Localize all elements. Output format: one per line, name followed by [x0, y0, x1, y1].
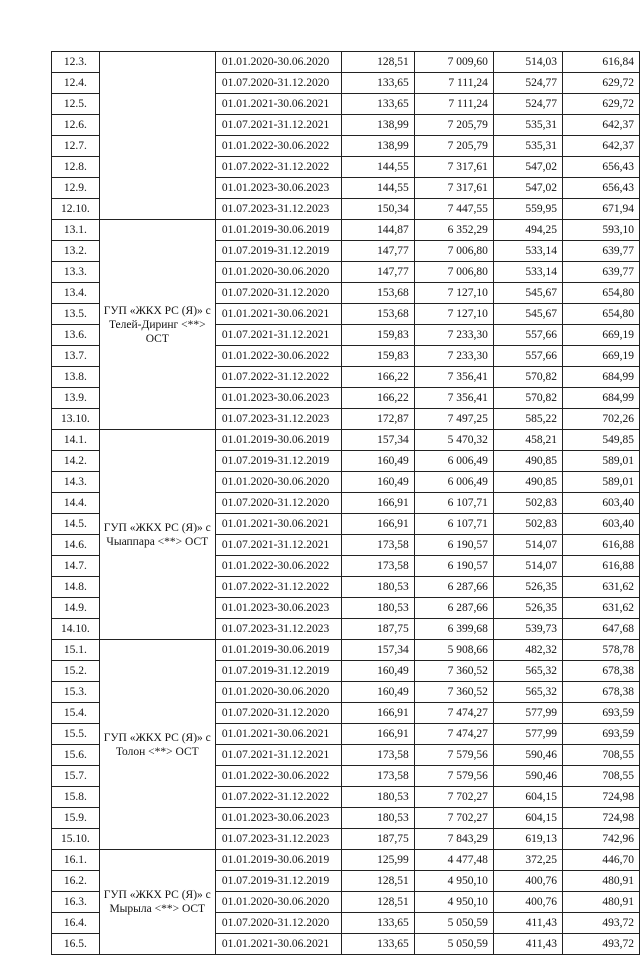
value-cell-1: 173,58: [341, 556, 414, 577]
period-cell: 01.07.2023-31.12.2023: [215, 199, 341, 220]
row-number: 13.10.: [52, 409, 100, 430]
value-cell-1: 128,51: [341, 892, 414, 913]
organization-cell: ГУП «ЖКХ РС (Я)» с Чыаппара <**> ОСТ: [99, 430, 215, 640]
value-cell-1: 153,68: [341, 283, 414, 304]
value-cell-4: 708,55: [563, 766, 640, 787]
value-cell-3: 565,32: [493, 682, 562, 703]
value-cell-1: 138,99: [341, 136, 414, 157]
tariff-table: [51, 51, 640, 955]
period-cell: 01.07.2020-31.12.2020: [215, 913, 341, 934]
value-cell-4: 724,98: [563, 787, 640, 808]
value-cell-3: 557,66: [493, 346, 562, 367]
row-number: 16.4.: [52, 913, 100, 934]
value-cell-3: 502,83: [493, 493, 562, 514]
period-cell: 01.01.2022-30.06.2022: [215, 556, 341, 577]
row-number: 15.2.: [52, 661, 100, 682]
period-cell: 01.01.2021-30.06.2021: [215, 724, 341, 745]
value-cell-4: 616,84: [563, 52, 640, 73]
value-cell-4: 656,43: [563, 157, 640, 178]
value-cell-4: 639,77: [563, 241, 640, 262]
value-cell-1: 144,87: [341, 220, 414, 241]
value-cell-4: 616,88: [563, 556, 640, 577]
value-cell-3: 557,66: [493, 325, 562, 346]
value-cell-4: 669,19: [563, 325, 640, 346]
value-cell-3: 565,32: [493, 661, 562, 682]
period-cell: 01.07.2020-31.12.2020: [215, 703, 341, 724]
value-cell-1: 180,53: [341, 598, 414, 619]
value-cell-4: 678,38: [563, 661, 640, 682]
value-cell-1: 133,65: [341, 934, 414, 955]
value-cell-2: 4 950,10: [414, 871, 493, 892]
value-cell-2: 6 287,66: [414, 598, 493, 619]
value-cell-4: 603,40: [563, 493, 640, 514]
value-cell-3: 547,02: [493, 178, 562, 199]
value-cell-2: 6 399,68: [414, 619, 493, 640]
value-cell-3: 619,13: [493, 829, 562, 850]
value-cell-3: 372,25: [493, 850, 562, 871]
row-number: 14.5.: [52, 514, 100, 535]
value-cell-1: 166,91: [341, 724, 414, 745]
value-cell-3: 526,35: [493, 577, 562, 598]
row-number: 15.5.: [52, 724, 100, 745]
period-cell: 01.07.2022-31.12.2022: [215, 367, 341, 388]
value-cell-2: 5 470,32: [414, 430, 493, 451]
value-cell-2: 7 205,79: [414, 115, 493, 136]
value-cell-2: 7 356,41: [414, 388, 493, 409]
value-cell-2: 7 579,56: [414, 766, 493, 787]
row-number: 13.7.: [52, 346, 100, 367]
period-cell: 01.07.2019-31.12.2019: [215, 451, 341, 472]
value-cell-4: 693,59: [563, 703, 640, 724]
period-cell: 01.01.2023-30.06.2023: [215, 808, 341, 829]
value-cell-1: 166,91: [341, 514, 414, 535]
period-cell: 01.01.2021-30.06.2021: [215, 94, 341, 115]
value-cell-3: 604,15: [493, 787, 562, 808]
row-number: 14.6.: [52, 535, 100, 556]
period-cell: 01.07.2020-31.12.2020: [215, 73, 341, 94]
row-number: 14.10.: [52, 619, 100, 640]
value-cell-2: 7 233,30: [414, 346, 493, 367]
period-cell: 01.07.2021-31.12.2021: [215, 745, 341, 766]
value-cell-3: 490,85: [493, 451, 562, 472]
value-cell-1: 173,58: [341, 766, 414, 787]
value-cell-2: 7 111,24: [414, 73, 493, 94]
period-cell: 01.07.2019-31.12.2019: [215, 661, 341, 682]
row-number: 15.9.: [52, 808, 100, 829]
value-cell-3: 533,14: [493, 262, 562, 283]
row-number: 13.1.: [52, 220, 100, 241]
value-cell-4: 647,68: [563, 619, 640, 640]
value-cell-4: 629,72: [563, 94, 640, 115]
period-cell: 01.01.2023-30.06.2023: [215, 178, 341, 199]
value-cell-2: 6 287,66: [414, 577, 493, 598]
value-cell-4: 724,98: [563, 808, 640, 829]
row-number: 14.2.: [52, 451, 100, 472]
value-cell-1: 160,49: [341, 451, 414, 472]
row-number: 12.7.: [52, 136, 100, 157]
value-cell-3: 535,31: [493, 136, 562, 157]
row-number: 16.2.: [52, 871, 100, 892]
value-cell-3: 590,46: [493, 766, 562, 787]
value-cell-4: 480,91: [563, 892, 640, 913]
value-cell-2: 5 050,59: [414, 913, 493, 934]
value-cell-3: 514,03: [493, 52, 562, 73]
table-row: [52, 640, 640, 661]
value-cell-3: 490,85: [493, 472, 562, 493]
period-cell: 01.01.2022-30.06.2022: [215, 766, 341, 787]
value-cell-4: 631,62: [563, 598, 640, 619]
row-number: 14.7.: [52, 556, 100, 577]
value-cell-4: 639,77: [563, 262, 640, 283]
row-number: 15.4.: [52, 703, 100, 724]
value-cell-1: 160,49: [341, 661, 414, 682]
value-cell-1: 159,83: [341, 325, 414, 346]
value-cell-2: 7 360,52: [414, 661, 493, 682]
value-cell-1: 138,99: [341, 115, 414, 136]
value-cell-3: 514,07: [493, 535, 562, 556]
organization-cell: ГУП «ЖКХ РС (Я)» с Мырыла <**> ОСТ: [99, 850, 215, 955]
row-number: 16.1.: [52, 850, 100, 871]
value-cell-1: 166,22: [341, 388, 414, 409]
value-cell-4: 589,01: [563, 451, 640, 472]
value-cell-4: 493,72: [563, 913, 640, 934]
value-cell-3: 494,25: [493, 220, 562, 241]
row-number: 15.10.: [52, 829, 100, 850]
table-row: [52, 850, 640, 871]
row-number: 14.3.: [52, 472, 100, 493]
value-cell-4: 629,72: [563, 73, 640, 94]
period-cell: 01.07.2022-31.12.2022: [215, 157, 341, 178]
row-number: 12.6.: [52, 115, 100, 136]
period-cell: 01.07.2019-31.12.2019: [215, 241, 341, 262]
row-number: 12.5.: [52, 94, 100, 115]
value-cell-1: 173,58: [341, 745, 414, 766]
row-number: 14.1.: [52, 430, 100, 451]
period-cell: 01.01.2021-30.06.2021: [215, 934, 341, 955]
value-cell-3: 577,99: [493, 703, 562, 724]
period-cell: 01.01.2021-30.06.2021: [215, 514, 341, 535]
period-cell: 01.01.2019-30.06.2019: [215, 850, 341, 871]
value-cell-2: 7 127,10: [414, 283, 493, 304]
value-cell-2: 7 317,61: [414, 178, 493, 199]
period-cell: 01.01.2021-30.06.2021: [215, 304, 341, 325]
value-cell-1: 125,99: [341, 850, 414, 871]
value-cell-1: 133,65: [341, 73, 414, 94]
value-cell-2: 6 352,29: [414, 220, 493, 241]
value-cell-4: 578,78: [563, 640, 640, 661]
value-cell-2: 7 317,61: [414, 157, 493, 178]
value-cell-1: 187,75: [341, 619, 414, 640]
value-cell-2: 6 107,71: [414, 514, 493, 535]
value-cell-4: 654,80: [563, 283, 640, 304]
period-cell: 01.07.2022-31.12.2022: [215, 787, 341, 808]
value-cell-2: 5 908,66: [414, 640, 493, 661]
value-cell-3: 545,67: [493, 283, 562, 304]
value-cell-1: 147,77: [341, 241, 414, 262]
value-cell-2: 4 477,48: [414, 850, 493, 871]
value-cell-2: 7 009,60: [414, 52, 493, 73]
row-number: 16.5.: [52, 934, 100, 955]
value-cell-1: 180,53: [341, 577, 414, 598]
period-cell: 01.01.2023-30.06.2023: [215, 388, 341, 409]
value-cell-1: 133,65: [341, 94, 414, 115]
value-cell-4: 708,55: [563, 745, 640, 766]
period-cell: 01.01.2019-30.06.2019: [215, 220, 341, 241]
row-number: 13.2.: [52, 241, 100, 262]
value-cell-4: 493,72: [563, 934, 640, 955]
value-cell-3: 585,22: [493, 409, 562, 430]
value-cell-4: 480,91: [563, 871, 640, 892]
row-number: 13.9.: [52, 388, 100, 409]
value-cell-3: 604,15: [493, 808, 562, 829]
value-cell-2: 7 006,80: [414, 241, 493, 262]
value-cell-2: 7 447,55: [414, 199, 493, 220]
value-cell-2: 6 190,57: [414, 535, 493, 556]
value-cell-2: 6 006,49: [414, 472, 493, 493]
period-cell: 01.01.2019-30.06.2019: [215, 640, 341, 661]
row-number: 14.8.: [52, 577, 100, 598]
period-cell: 01.07.2023-31.12.2023: [215, 619, 341, 640]
period-cell: 01.07.2020-31.12.2020: [215, 283, 341, 304]
organization-cell: ГУП «ЖКХ РС (Я)» с Телей-Диринг <**> ОСТ: [99, 220, 215, 430]
value-cell-1: 166,91: [341, 493, 414, 514]
value-cell-2: 7 205,79: [414, 136, 493, 157]
value-cell-4: 549,85: [563, 430, 640, 451]
value-cell-4: 693,59: [563, 724, 640, 745]
value-cell-2: 7 843,29: [414, 829, 493, 850]
period-cell: 01.07.2023-31.12.2023: [215, 409, 341, 430]
value-cell-1: 147,77: [341, 262, 414, 283]
value-cell-3: 547,02: [493, 157, 562, 178]
value-cell-3: 482,32: [493, 640, 562, 661]
value-cell-4: 656,43: [563, 178, 640, 199]
value-cell-2: 7 233,30: [414, 325, 493, 346]
value-cell-1: 166,22: [341, 367, 414, 388]
value-cell-3: 411,43: [493, 934, 562, 955]
value-cell-2: 6 190,57: [414, 556, 493, 577]
value-cell-2: 7 356,41: [414, 367, 493, 388]
row-number: 13.6.: [52, 325, 100, 346]
value-cell-2: 4 950,10: [414, 892, 493, 913]
value-cell-4: 631,62: [563, 577, 640, 598]
value-cell-3: 524,77: [493, 73, 562, 94]
value-cell-4: 702,26: [563, 409, 640, 430]
period-cell: 01.07.2022-31.12.2022: [215, 577, 341, 598]
period-cell: 01.07.2019-31.12.2019: [215, 871, 341, 892]
value-cell-4: 589,01: [563, 472, 640, 493]
row-number: 13.5.: [52, 304, 100, 325]
value-cell-1: 128,51: [341, 871, 414, 892]
value-cell-2: 6 107,71: [414, 493, 493, 514]
value-cell-4: 593,10: [563, 220, 640, 241]
value-cell-2: 7 579,56: [414, 745, 493, 766]
organization-cell: ГУП «ЖКХ РС (Я)» с Толон <**> ОСТ: [99, 640, 215, 850]
value-cell-1: 173,58: [341, 535, 414, 556]
value-cell-2: 6 006,49: [414, 451, 493, 472]
value-cell-3: 526,35: [493, 598, 562, 619]
value-cell-3: 502,83: [493, 514, 562, 535]
value-cell-2: 5 050,59: [414, 934, 493, 955]
value-cell-1: 150,34: [341, 199, 414, 220]
value-cell-4: 671,94: [563, 199, 640, 220]
value-cell-4: 684,99: [563, 367, 640, 388]
value-cell-3: 400,76: [493, 871, 562, 892]
value-cell-3: 559,95: [493, 199, 562, 220]
value-cell-1: 157,34: [341, 640, 414, 661]
period-cell: 01.01.2019-30.06.2019: [215, 430, 341, 451]
value-cell-1: 159,83: [341, 346, 414, 367]
row-number: 12.8.: [52, 157, 100, 178]
table-row: [52, 430, 640, 451]
value-cell-1: 144,55: [341, 157, 414, 178]
period-cell: 01.01.2023-30.06.2023: [215, 598, 341, 619]
period-cell: 01.01.2020-30.06.2020: [215, 892, 341, 913]
value-cell-1: 153,68: [341, 304, 414, 325]
value-cell-1: 144,55: [341, 178, 414, 199]
period-cell: 01.01.2020-30.06.2020: [215, 262, 341, 283]
value-cell-1: 180,53: [341, 808, 414, 829]
value-cell-4: 669,19: [563, 346, 640, 367]
row-number: 15.7.: [52, 766, 100, 787]
value-cell-3: 570,82: [493, 367, 562, 388]
period-cell: 01.01.2020-30.06.2020: [215, 52, 341, 73]
row-number: 14.4.: [52, 493, 100, 514]
value-cell-4: 603,40: [563, 514, 640, 535]
value-cell-1: 160,49: [341, 682, 414, 703]
period-cell: 01.07.2021-31.12.2021: [215, 325, 341, 346]
row-number: 13.4.: [52, 283, 100, 304]
value-cell-2: 7 702,27: [414, 808, 493, 829]
value-cell-3: 570,82: [493, 388, 562, 409]
value-cell-4: 642,37: [563, 115, 640, 136]
value-cell-3: 590,46: [493, 745, 562, 766]
table-row: [52, 220, 640, 241]
value-cell-3: 545,67: [493, 304, 562, 325]
row-number: 12.9.: [52, 178, 100, 199]
value-cell-4: 654,80: [563, 304, 640, 325]
value-cell-1: 133,65: [341, 913, 414, 934]
value-cell-1: 172,87: [341, 409, 414, 430]
value-cell-3: 411,43: [493, 913, 562, 934]
value-cell-1: 180,53: [341, 787, 414, 808]
period-cell: 01.07.2023-31.12.2023: [215, 829, 341, 850]
period-cell: 01.01.2020-30.06.2020: [215, 472, 341, 493]
period-cell: 01.07.2021-31.12.2021: [215, 115, 341, 136]
value-cell-4: 742,96: [563, 829, 640, 850]
value-cell-2: 7 006,80: [414, 262, 493, 283]
row-number: 15.8.: [52, 787, 100, 808]
row-number: 13.3.: [52, 262, 100, 283]
period-cell: 01.01.2020-30.06.2020: [215, 682, 341, 703]
row-number: 12.4.: [52, 73, 100, 94]
value-cell-2: 7 474,27: [414, 703, 493, 724]
row-number: 15.3.: [52, 682, 100, 703]
row-number: 15.6.: [52, 745, 100, 766]
row-number: 15.1.: [52, 640, 100, 661]
organization-cell: [99, 52, 215, 220]
value-cell-1: 166,91: [341, 703, 414, 724]
value-cell-3: 458,21: [493, 430, 562, 451]
value-cell-3: 577,99: [493, 724, 562, 745]
value-cell-2: 7 497,25: [414, 409, 493, 430]
value-cell-2: 7 360,52: [414, 682, 493, 703]
period-cell: 01.01.2022-30.06.2022: [215, 346, 341, 367]
value-cell-2: 7 111,24: [414, 94, 493, 115]
value-cell-2: 7 474,27: [414, 724, 493, 745]
row-number: 14.9.: [52, 598, 100, 619]
value-cell-4: 678,38: [563, 682, 640, 703]
value-cell-3: 535,31: [493, 115, 562, 136]
value-cell-3: 514,07: [493, 556, 562, 577]
period-cell: 01.01.2022-30.06.2022: [215, 136, 341, 157]
value-cell-4: 684,99: [563, 388, 640, 409]
table-row: [52, 52, 640, 73]
period-cell: 01.07.2021-31.12.2021: [215, 535, 341, 556]
period-cell: 01.07.2020-31.12.2020: [215, 493, 341, 514]
value-cell-1: 160,49: [341, 472, 414, 493]
value-cell-4: 642,37: [563, 136, 640, 157]
value-cell-3: 524,77: [493, 94, 562, 115]
value-cell-3: 400,76: [493, 892, 562, 913]
value-cell-1: 157,34: [341, 430, 414, 451]
value-cell-2: 7 127,10: [414, 304, 493, 325]
value-cell-3: 533,14: [493, 241, 562, 262]
row-number: 12.10.: [52, 199, 100, 220]
row-number: 13.8.: [52, 367, 100, 388]
row-number: 16.3.: [52, 892, 100, 913]
row-number: 12.3.: [52, 52, 100, 73]
value-cell-2: 7 702,27: [414, 787, 493, 808]
value-cell-4: 616,88: [563, 535, 640, 556]
value-cell-1: 187,75: [341, 829, 414, 850]
value-cell-3: 539,73: [493, 619, 562, 640]
value-cell-1: 128,51: [341, 52, 414, 73]
value-cell-4: 446,70: [563, 850, 640, 871]
